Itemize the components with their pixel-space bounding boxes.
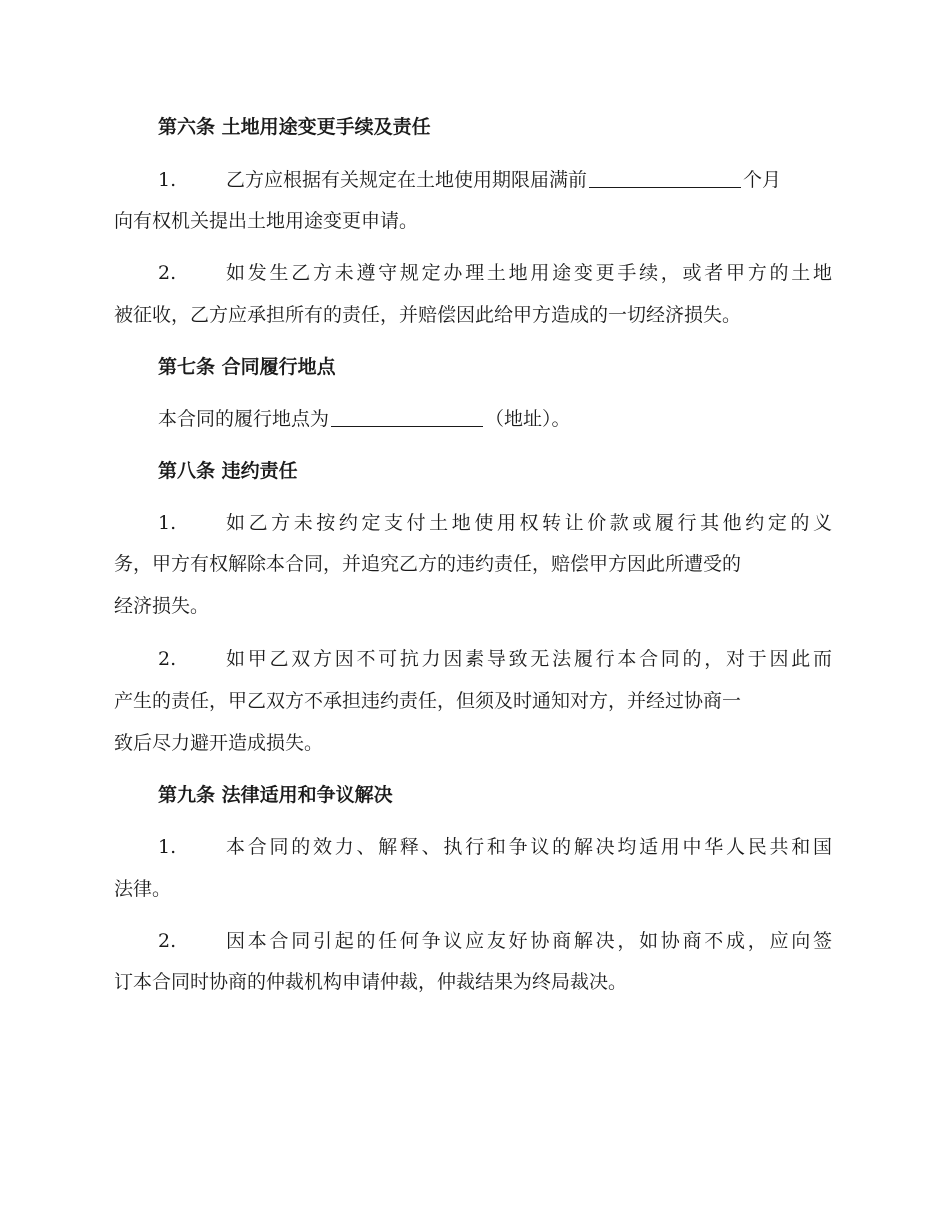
article-6-heading: 第六条 土地用途变更手续及责任 — [158, 116, 431, 138]
article-8-clause-1-line-2: 务，甲方有权解除本合同，并追究乙方的违约责任，赔偿甲方因此所遭受的 — [114, 553, 742, 575]
article-8-clause-1-line-1 — [158, 510, 832, 536]
article-8-heading: 第八条 违约责任 — [158, 460, 298, 482]
article-9-clause-1-line-2: 法律。 — [114, 878, 172, 900]
clause-number: 2. — [158, 648, 177, 670]
article-8-clause-1-line-3: 经济损失。 — [114, 595, 210, 617]
clause-number: 1. — [158, 169, 177, 191]
address-blank[interactable] — [331, 406, 483, 427]
article-6-clause-2-line-2: 被征收，乙方应承担所有的责任，并赔偿因此给甲方造成的一切经济损失。 — [114, 304, 742, 326]
article-8-clause-2-line-1 — [158, 646, 832, 672]
article-8-clause-2-line-2: 产生的责任，甲乙双方不承担违约责任，但须及时通知对方，并经过协商一 — [114, 690, 742, 712]
clause-text: （地址）。 — [485, 408, 571, 430]
clause-text: 个月 — [743, 169, 782, 191]
clause-text: 如乙方未按约定支付土地使用权转让价款或履行其他约定的义 — [226, 512, 832, 534]
article-9-clause-2-line-2: 订本合同时协商的仲裁机构申请仲裁，仲裁结果为终局裁决。 — [114, 971, 628, 993]
article-9-heading: 第九条 法律适用和争议解决 — [158, 784, 393, 806]
article-6-clause-1-line-2: 向有权机关提出土地用途变更申请。 — [114, 210, 419, 232]
article-7-heading: 第七条 合同履行地点 — [158, 356, 336, 378]
clause-number: 2. — [158, 930, 177, 952]
clause-text: 因本合同引起的任何争议应友好协商解决，如协商不成，应向签 — [226, 930, 832, 952]
article-8-clause-2-line-3: 致后尽力避开造成损失。 — [114, 732, 324, 754]
clause-text: 如甲乙双方因不可抗力因素导致无法履行本合同的，对于因此而 — [226, 648, 832, 670]
clause-text: 如发生乙方未遵守规定办理土地用途变更手续，或者甲方的土地 — [226, 262, 832, 284]
clause-number: 1. — [158, 512, 177, 534]
article-6-clause-1-line-1 — [158, 167, 832, 193]
article-9-clause-2-line-1 — [158, 928, 832, 954]
clause-text: 本合同的履行地点为 — [158, 408, 330, 430]
clause-text: 乙方应根据有关规定在土地使用期限届满前 — [226, 169, 588, 191]
article-9-clause-1-line-1 — [158, 834, 832, 860]
fill-in-blank[interactable] — [589, 167, 741, 188]
clause-number: 2. — [158, 262, 177, 284]
article-7-text — [158, 406, 832, 432]
clause-text: 本合同的效力、解释、执行和争议的解决均适用中华人民共和国 — [226, 836, 832, 858]
article-6-clause-2-line-1 — [158, 260, 832, 286]
clause-number: 1. — [158, 836, 177, 858]
